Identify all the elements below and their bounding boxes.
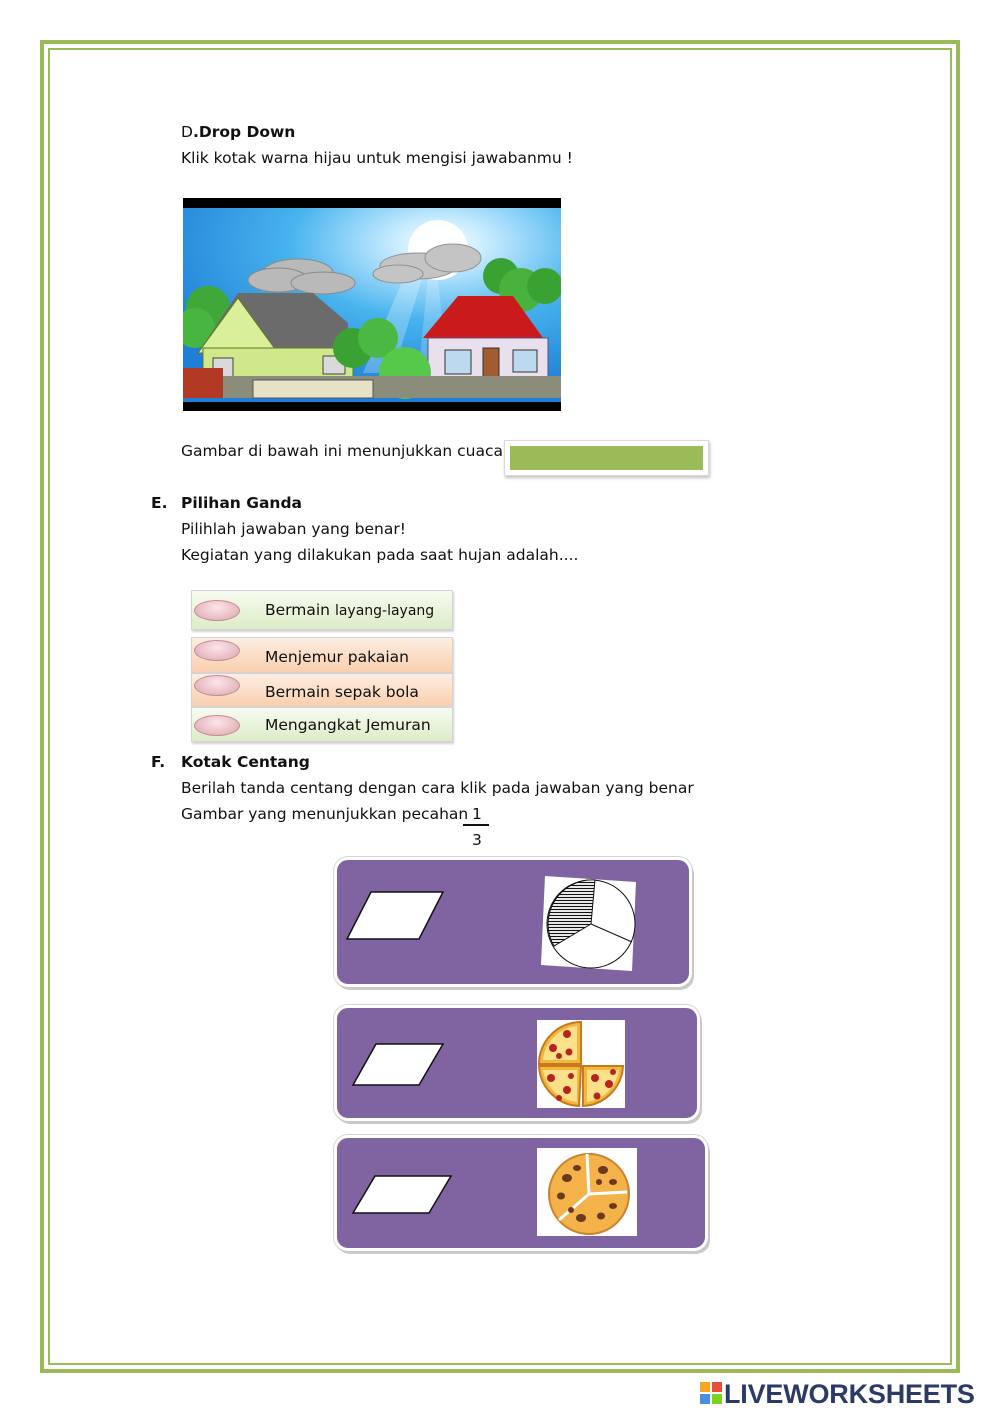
weather-scene-image	[183, 198, 561, 411]
section-d-letter: D	[181, 123, 193, 141]
choice-label: Menjemur pakaian	[265, 648, 409, 666]
choice-radio-oval[interactable]	[194, 675, 240, 696]
section-f-letter: F.	[151, 753, 166, 771]
fraction-bar	[463, 824, 489, 826]
section-e-question: Kegiatan yang dilakukan pada saat hujan adalah....	[181, 546, 579, 564]
choice-option-3[interactable]	[191, 673, 453, 707]
section-e-letter: E.	[151, 494, 168, 512]
section-f-instruction: Berilah tanda centang dengan cara klik pada jawaban yang benar	[181, 779, 694, 797]
choice-option-1[interactable]	[191, 590, 453, 630]
choice-label: Bermain sepak bola	[265, 683, 419, 701]
checkbox-card-2[interactable]	[334, 1005, 700, 1121]
checkbox-parallelogram[interactable]	[345, 890, 445, 942]
section-d-title: .Drop Down	[192, 123, 296, 141]
section-f-question: Gambar yang menunjukkan pecahan	[181, 805, 469, 823]
liveworksheets-logo-icon	[700, 1382, 722, 1404]
circle-fraction-icon	[539, 872, 639, 972]
liveworksheets-logo-text: LIVEWORKSHEETS	[724, 1379, 975, 1409]
choice-radio-oval[interactable]	[194, 640, 240, 661]
checkbox-card-1[interactable]	[334, 857, 692, 987]
choice-label: Mengangkat Jemuran	[265, 716, 431, 734]
choice-radio-oval[interactable]	[194, 715, 240, 736]
choice-option-4[interactable]	[191, 707, 453, 742]
choice-option-2[interactable]	[191, 637, 453, 673]
weather-dropdown[interactable]	[504, 440, 709, 476]
section-d-question: Gambar di bawah ini menunjukkan cuaca	[181, 442, 503, 460]
section-e-title: Pilihan Ganda	[181, 494, 302, 512]
section-d-heading	[181, 122, 295, 142]
dropdown-answer-area[interactable]	[510, 446, 703, 470]
checkbox-card-3[interactable]	[334, 1135, 708, 1251]
checkbox-parallelogram[interactable]	[351, 1174, 453, 1216]
cookie-fraction-icon	[537, 1148, 637, 1236]
section-e-instruction: Pilihlah jawaban yang benar!	[181, 520, 406, 538]
section-f-title: Kotak Centang	[181, 753, 310, 771]
choice-radio-oval[interactable]	[194, 600, 240, 621]
fraction-denominator: 3	[472, 831, 482, 849]
checkbox-parallelogram[interactable]	[351, 1042, 445, 1088]
pizza-fraction-icon	[537, 1020, 625, 1108]
choice-label: Bermain layang-layang	[265, 601, 435, 619]
fraction-numerator: 1	[472, 805, 482, 823]
section-d-instruction: Klik kotak warna hijau untuk mengisi jawabanmu !	[181, 149, 573, 167]
